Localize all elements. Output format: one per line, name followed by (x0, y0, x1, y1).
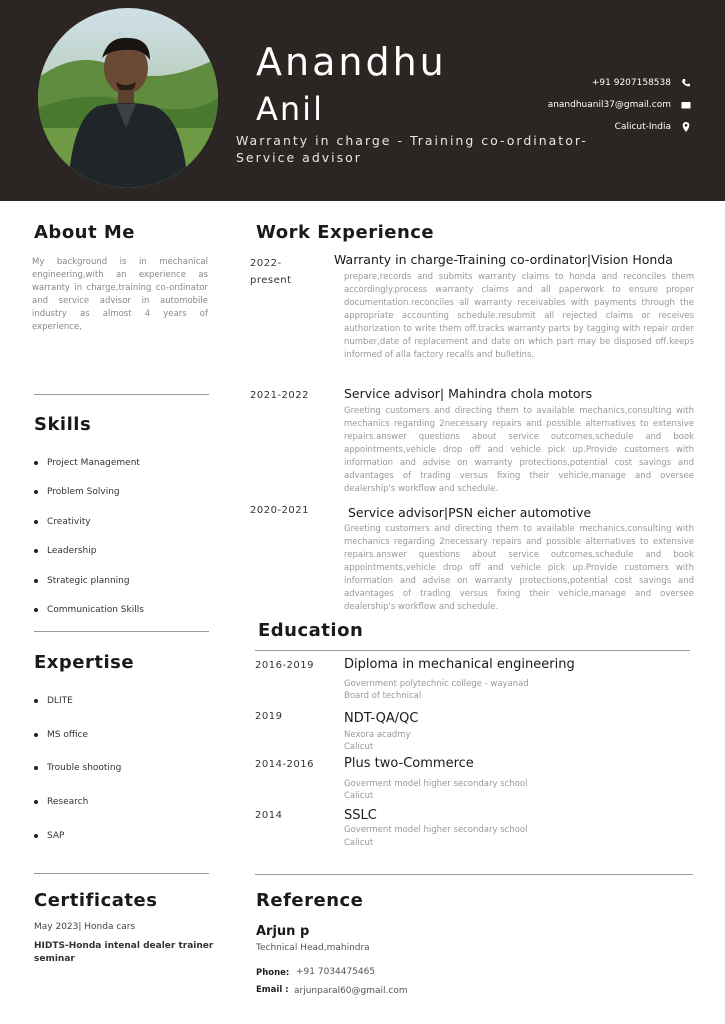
edu-title: NDT-QA/QC (344, 711, 419, 726)
phone-text: +91 9207158538 (591, 78, 671, 88)
list-item (34, 819, 210, 853)
first-name: Anandhu (256, 40, 447, 84)
divider (34, 394, 209, 395)
reference-phone: +91 7034475465 (296, 967, 376, 977)
skill-label: Problem Solving (47, 487, 120, 498)
edu-title: Diploma in mechanical engineering (344, 657, 575, 672)
expertise-label: Research (47, 796, 89, 807)
bullet-icon (34, 766, 38, 770)
last-name: Anil (256, 90, 324, 128)
list-item (34, 751, 210, 785)
divider (34, 631, 209, 632)
job-title: Service advisor|PSN eicher automotive (348, 505, 592, 520)
edu-line2: Board of technical (344, 691, 422, 701)
certificate-date: May 2023| Honda cars (34, 922, 136, 932)
skill-label: Creativity (47, 516, 91, 527)
bullet-icon (34, 520, 38, 524)
phone-icon (681, 78, 691, 88)
location-pin-icon (681, 122, 691, 132)
edu-line1: Nexora acadmy (344, 730, 411, 740)
about-heading: About Me (34, 222, 135, 243)
contact-location-row (548, 116, 691, 138)
skill-label: Project Management (47, 457, 140, 468)
contact-info (548, 72, 691, 138)
edu-title: Plus two-Commerce (344, 756, 474, 771)
list-item (34, 507, 210, 537)
divider (34, 873, 209, 874)
reference-email: arjunparal60@gmail.com (294, 986, 408, 996)
job-date: 2021-2022 (250, 390, 310, 401)
work-heading: Work Experience (256, 222, 435, 243)
list-item (34, 718, 210, 752)
job-description: prepare,records and submits warranty claims to honda and reconciles them accordingly.process warranty claims and all paperwork to ensure proper documentation.reconciles all warranty receivables with payments through the appropriate accounting schedule.resubmit all rejected claims or receives authorization to write them off.tracks warranty parts by tagging with repair order number,date of replacement and date on which part may be disposed off.keeps informed of alla factory recalls and bulletins, (344, 272, 694, 360)
reference-name: Arjun p (256, 924, 310, 939)
job-description: Greeting customers and directing them to available mechanics,consulting with mechanics regarding 2necessary repairs and possible alternatives to extensive repairs.answer questions about service outcomes,schedule and book appointments,vehicle drop off and vehicle pick up.Provide customers with information and advise on warranty protections,potential cost savings and advantages of trading versus fixing their vehicle,manage and oversee dealership's workflow and schedule. (344, 524, 694, 612)
list-item (34, 684, 210, 718)
edu-line2: Calicut (344, 838, 374, 848)
certificate-name: HIDTS-Honda intenal dealer trainer seminar (34, 941, 214, 964)
expertise-label: MS office (47, 729, 89, 740)
reference-role: Technical Head,mahindra (256, 943, 370, 953)
job-date: 2022-present (250, 258, 292, 286)
list-item (34, 478, 210, 508)
expertise-label: DLITE (47, 695, 73, 706)
job-title: Service advisor| Mahindra chola motors (344, 386, 593, 401)
about-text: My background is in mechanical engineering,with an experience as warranty in charge,training co-ordinator and service advisor in automobile industry as almost 4 years of experience, (32, 257, 208, 332)
bullet-icon (34, 699, 38, 703)
edu-date: 2019 (255, 711, 283, 722)
list-item (34, 537, 210, 567)
profile-photo-image (38, 8, 218, 188)
expertise-label: SAP (47, 830, 65, 841)
list-item (34, 448, 210, 478)
edu-date: 2014-2016 (255, 759, 315, 770)
reference-heading: Reference (256, 890, 364, 911)
list-item (34, 596, 210, 626)
email-icon (681, 100, 691, 110)
bullet-icon (34, 490, 38, 494)
edu-date: 2016-2019 (255, 660, 315, 671)
edu-line1: Government polytechnic college - wayanad (344, 679, 529, 689)
job-description: Greeting customers and directing them to available mechanics,consulting with mechanics regarding 2necessary repairs and possible alternatives to extensive repairs.answer questions about service outcomes,schedule and book appointments,vehicle drop off and vehicle pick up.Provide customers with information and advise on warranty protections,potential cost savings and advantages of trading versus fixing their vehicle,manage and oversee dealership's workflow and schedule. (344, 406, 694, 494)
bullet-icon (34, 579, 38, 583)
resume-header (0, 0, 725, 201)
job-title: Warranty in charge - Training co-ordinator- Service advisor (236, 133, 588, 165)
edu-line1: Goverment model higher secondary school (344, 825, 528, 835)
certificates-heading: Certificates (34, 890, 158, 911)
list-item (34, 785, 210, 819)
education-heading: Education (258, 620, 364, 641)
bullet-icon (34, 733, 38, 737)
contact-email-row (548, 94, 691, 116)
edu-line2: Calicut (344, 791, 374, 801)
profile-photo (38, 8, 218, 188)
skill-label: Strategic planning (47, 575, 130, 586)
job-title: Warranty in charge-Training co-ordinator|Vision Honda (334, 252, 673, 267)
divider (255, 874, 693, 875)
edu-date: 2014 (255, 810, 283, 821)
contact-phone-row (548, 72, 691, 94)
reference-phone-label: Phone: (256, 968, 290, 978)
expertise-heading: Expertise (34, 652, 135, 673)
skills-list (34, 448, 210, 625)
edu-line1: Goverment model higher secondary school (344, 779, 528, 789)
list-item (34, 566, 210, 596)
edu-title: SSLC (344, 808, 377, 823)
location-text: Calicut-India (614, 122, 671, 132)
expertise-list (34, 684, 210, 852)
skills-heading: Skills (34, 414, 92, 435)
expertise-label: Trouble shooting (47, 763, 122, 774)
email-text: anandhuanil37@gmail.com (547, 100, 671, 110)
reference-email-label: Email : (256, 985, 289, 995)
bullet-icon (34, 834, 38, 838)
bullet-icon (34, 461, 38, 465)
bullet-icon (34, 549, 38, 553)
skill-label: Leadership (47, 546, 97, 557)
divider (255, 650, 690, 651)
bullet-icon (34, 800, 38, 804)
edu-line2: Calicut (344, 742, 374, 752)
job-date: 2020-2021 (250, 505, 310, 516)
bullet-icon (34, 608, 38, 612)
skill-label: Communication Skills (47, 605, 144, 616)
